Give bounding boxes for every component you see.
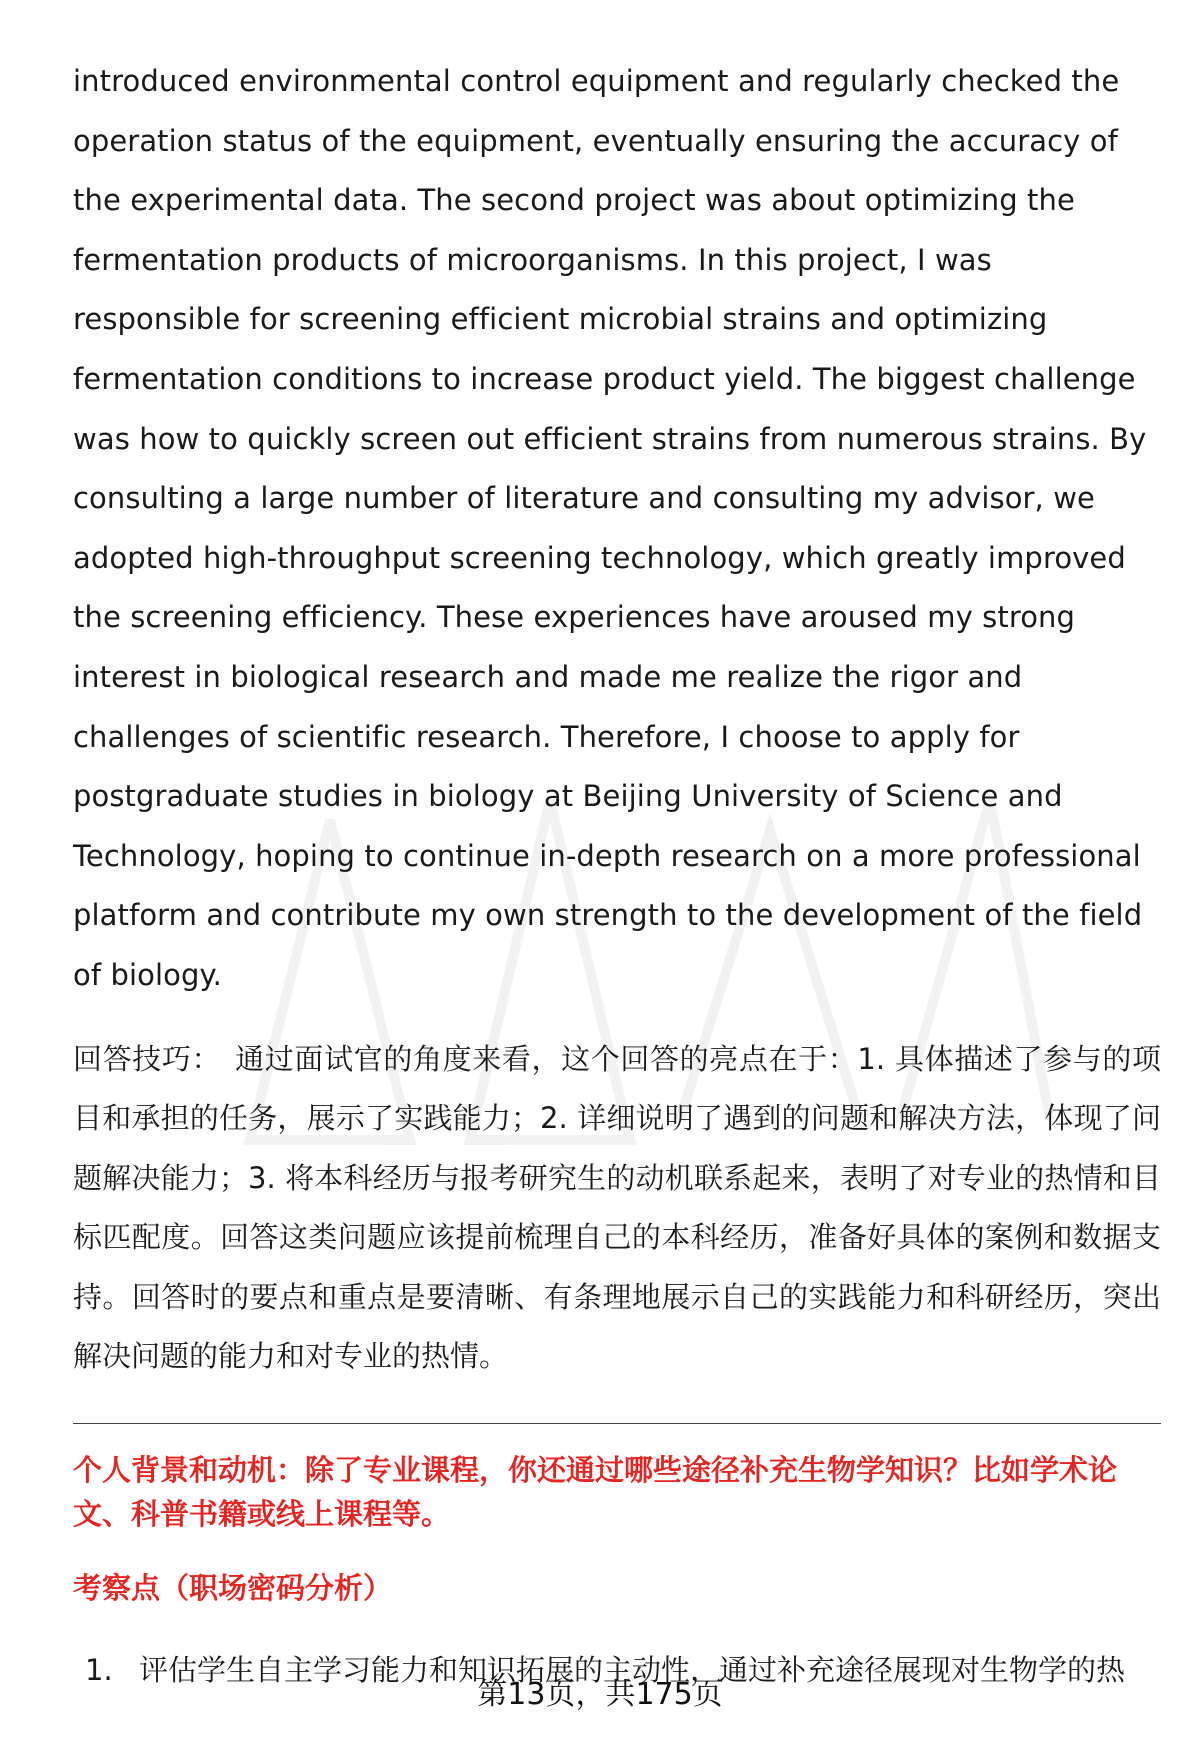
page-footer: 第13页，共175页 [477,1677,723,1712]
tips-label: 回答技巧： [73,1041,222,1076]
question-heading: 个人背景和动机：除了专业课程，你还通过哪些途径补充生物学知识？比如学术论文、科普书籍或线上课程等。 [73,1453,1118,1532]
section-divider [73,1423,1161,1424]
tips-text: 通过面试官的角度来看，这个回答的亮点在于：1. 具体描述了参与的项目和承担的任务，展示了实践能力；2. 详细说明了遇到的问题和解决方法，体现了问题解决能力；3. 将本科经历与报考研究生的动机联系起来，表明了对专业的热情和目标匹配度。回答这类问题应该提前梳理自己的本科经历，准备好具体的案例和数据支持。回答时的要点和重点是要清晰、有条理地展示自己的实践能力和科研经历，突出解决问题的能力和对专业的热情。 [73,1041,1161,1374]
exam-points-title: 考察点（职场密码分析） [73,1571,393,1606]
answer-tips [73,1030,1161,1388]
answer-paragraph: introduced environmental control equipment and regularly checked the operation status of the equipment, eventually ensuring the accuracy of the experimental data. The second project was about optimizing the fermentation products of microorganisms. In this project, I was responsible for screening efficient microbial strains and optimizing fermentation conditions to increase product yield. The biggest challenge was how to quickly screen out efficient strains from numerous strains. By consulting a large number of literature and consulting my advisor, we adopted high-throughput screening technology, which greatly improved the screening efficiency. These experiences have aroused my strong interest in biological research and made me realize the rigor and challenges of scientific research. Therefore, I choose to apply for postgraduate studies in biology at Beijing University of Science and Technology, hoping to continue in-depth research on a more professional platform and contribute my own strength to the development of the field of biology. [73,64,1147,992]
page-content [73,52,1161,1692]
list-item-text: 评估学生自主学习能力和知识拓展的主动性，通过补充途径展现对生物学的热 [139,1653,1126,1688]
list-item-number: 1. [85,1653,113,1688]
